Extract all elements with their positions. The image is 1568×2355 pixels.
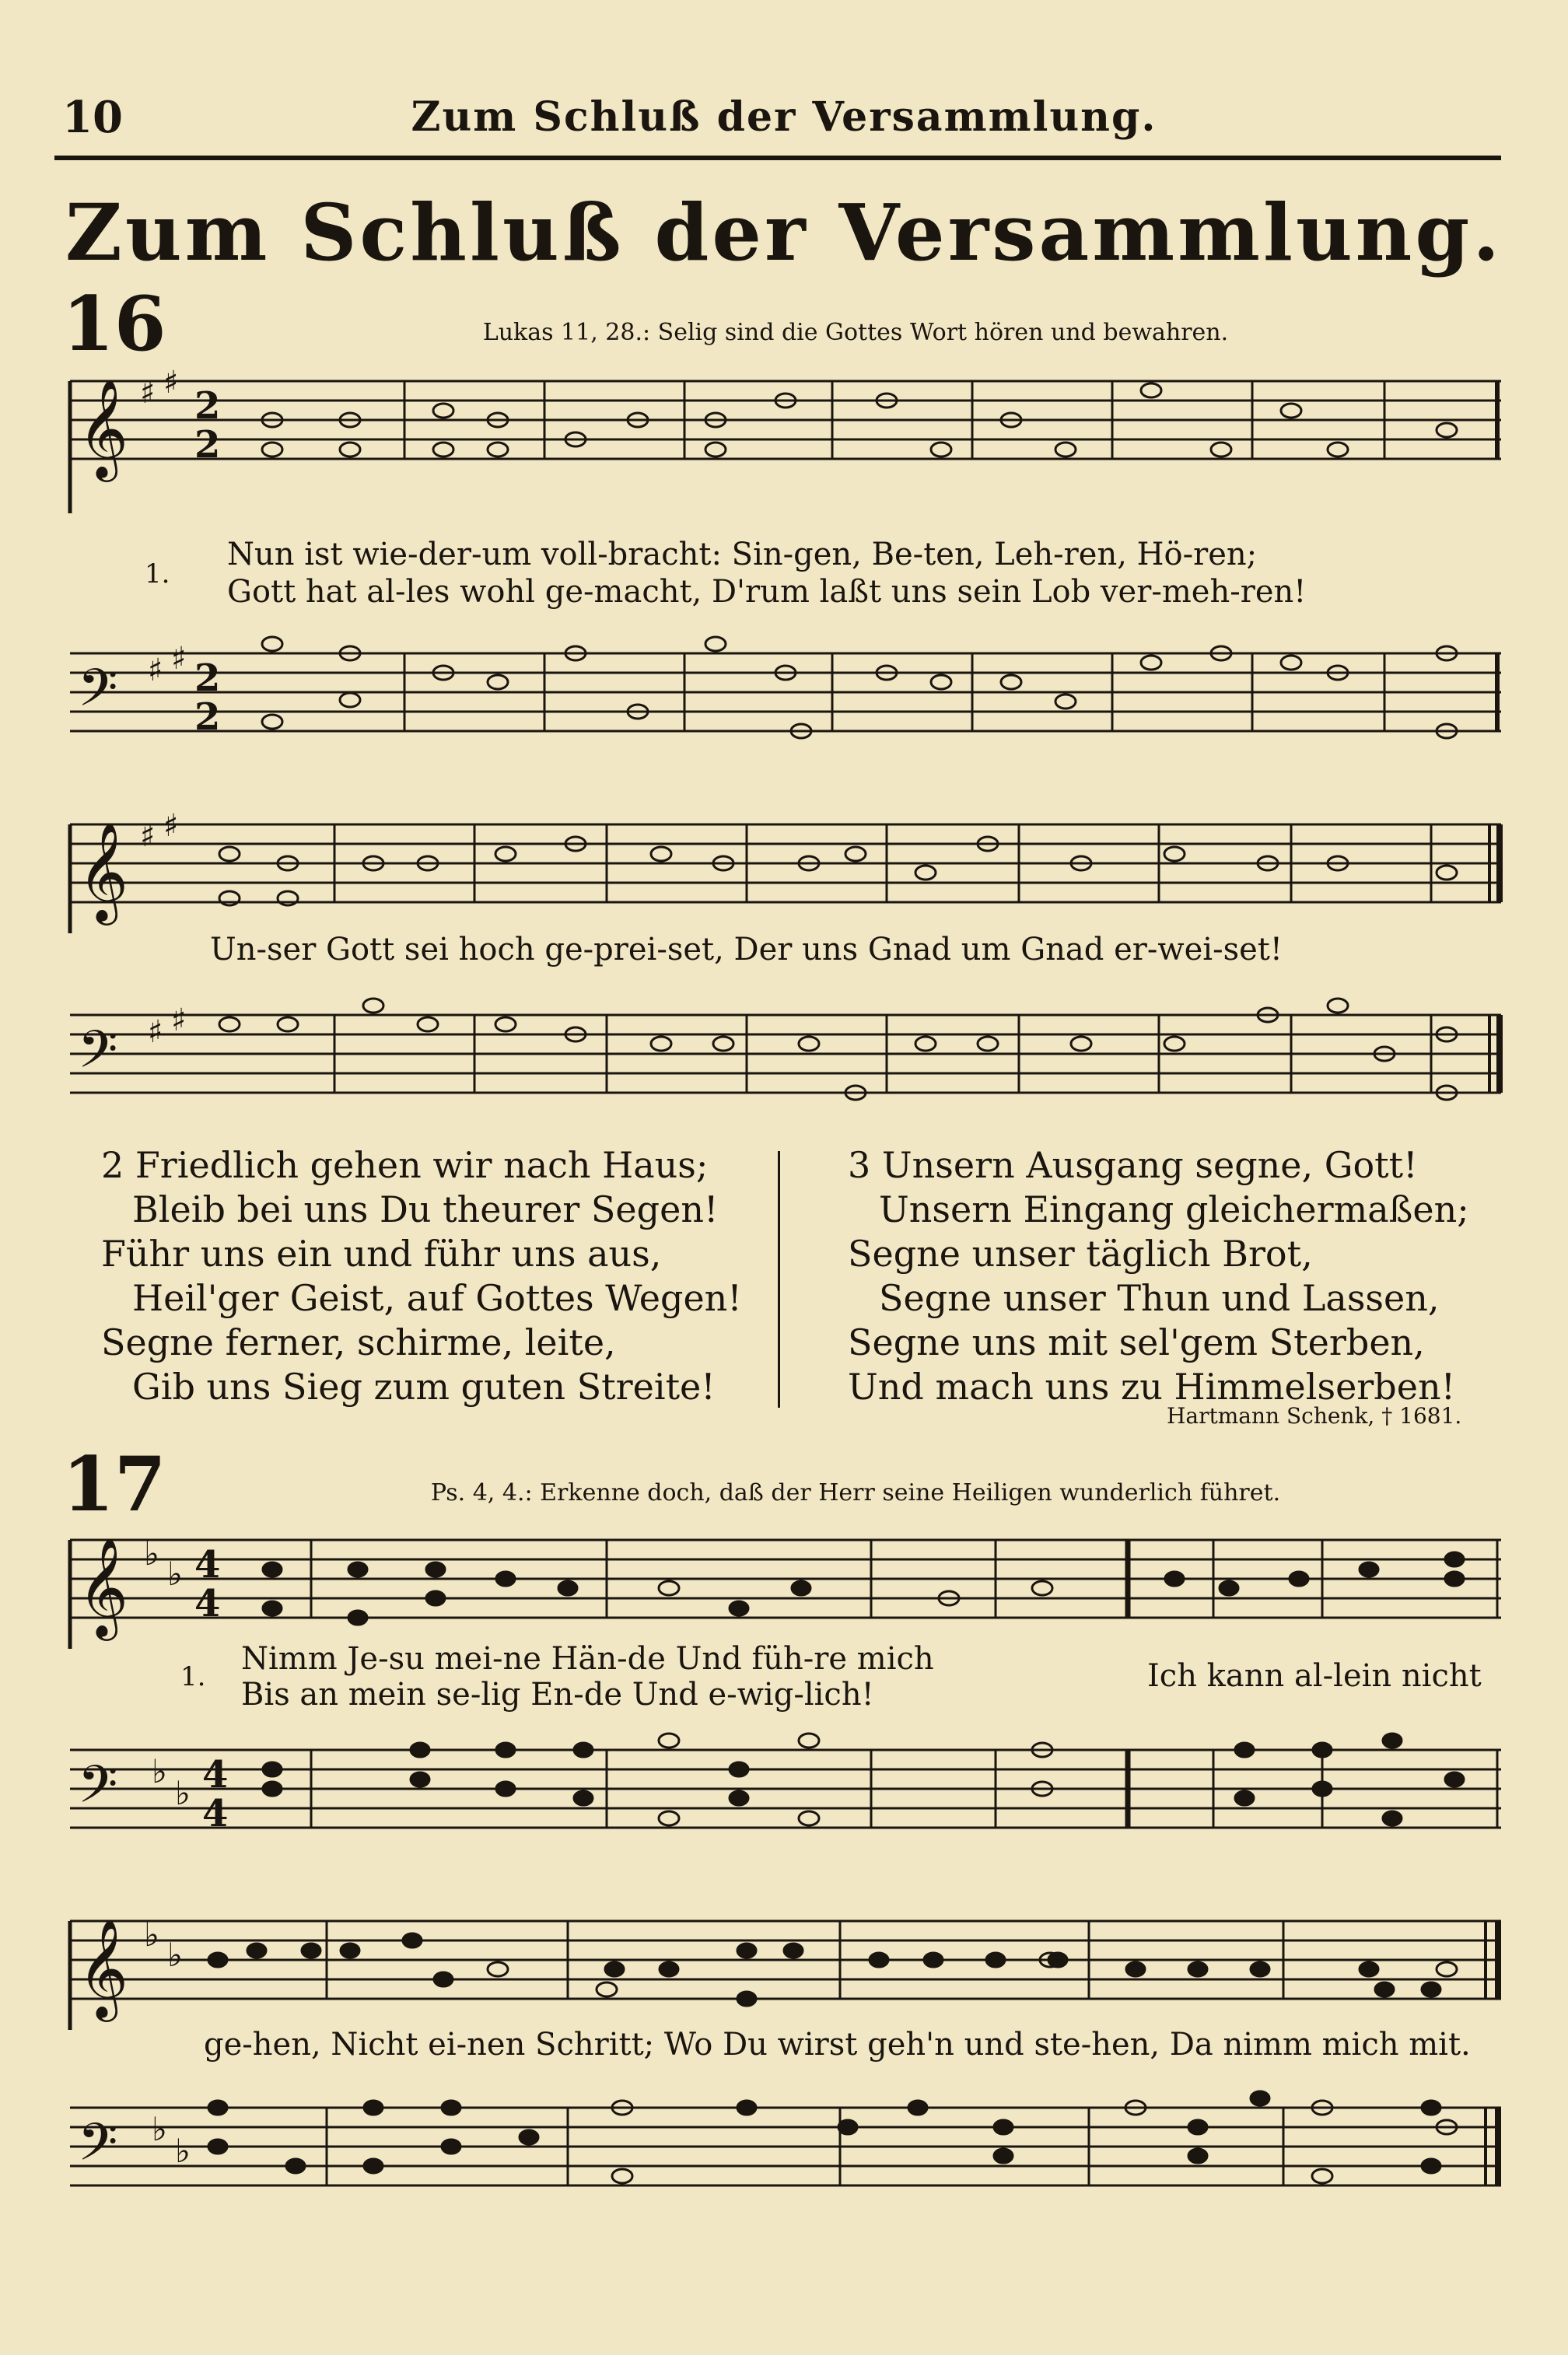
svg-text:𝄢: 𝄢 [78, 658, 118, 730]
stanza-3-line: 3 Unsern Ausgang segne, Gott! [848, 1144, 1418, 1186]
hymn-17-verse-number: 1. [180, 1661, 206, 1692]
stanza-3-line: Unsern Eingang gleichermaßen; [879, 1188, 1469, 1230]
svg-text:♭: ♭ [167, 1555, 183, 1593]
hymn-17-lyric-line-3: ge-hen, Nicht ei-nen Schritt; Wo Du wirst geh'n und ste-hen, Da nimm mich mit. [204, 2027, 1471, 2063]
stanza-divider [778, 1151, 780, 1408]
stanza-3-line: Segne uns mit sel'gem Sterben, [848, 1321, 1425, 1363]
svg-text:♭: ♭ [167, 1936, 183, 1974]
svg-text:4: 4 [194, 1582, 221, 1625]
svg-text:4: 4 [194, 1543, 221, 1587]
hymn-16-lyric-line-2: Gott hat al-les wohl ge-macht, D'rum laßt uns sein Lob ver-meh-ren! [227, 574, 1307, 610]
header-rule [54, 156, 1501, 160]
section-title: Zum Schluß der Versammlung. [65, 187, 1503, 278]
svg-text:♯: ♯ [163, 808, 179, 844]
hymn-16-system-1-bass-staff [62, 622, 1509, 754]
hymn-17-system-1-treble-staff [62, 1517, 1509, 1649]
running-title: Zum Schluß der Versammlung. [411, 93, 1157, 141]
hymn-16-system-1-treble-staff [62, 366, 1509, 513]
svg-text:♯: ♯ [163, 366, 179, 401]
hymn-17-lyric-tail: Ich kann al-lein nicht [1147, 1658, 1482, 1694]
svg-text:♯: ♯ [171, 641, 187, 677]
hymn-number-17: 17 [62, 1440, 166, 1528]
hymn-16-author: Hartmann Schenk, † 1681. [1167, 1403, 1462, 1429]
svg-text:2: 2 [194, 695, 221, 739]
svg-text:𝄞: 𝄞 [78, 1918, 129, 2017]
svg-text:4: 4 [202, 1792, 229, 1835]
hymn-16-stanza-3 [848, 1143, 1469, 1409]
svg-text:𝄢: 𝄢 [78, 1020, 118, 1092]
hymn-17-system-1-bass-staff [62, 1727, 1509, 1859]
svg-text:♯: ♯ [140, 375, 156, 411]
stanza-2-line: Segne ferner, schirme, leite, [101, 1321, 616, 1363]
stanza-3-line: Segne unser Thun und Lassen, [879, 1277, 1440, 1319]
hymn-16-verse-number: 1. [145, 558, 170, 590]
hymn-16-system-2-treble-staff [62, 801, 1509, 933]
svg-text:𝄞: 𝄞 [78, 378, 129, 478]
stanza-2-line: 2 Friedlich gehen wir nach Haus; [101, 1144, 709, 1186]
stanza-2-line: Führ uns ein und führ uns aus, [101, 1233, 662, 1275]
svg-text:♭: ♭ [152, 2110, 167, 2148]
page-number: 10 [62, 92, 123, 143]
hymn-16-lyric-line-1: Nun ist wie-der-um voll-bracht: Sin-gen, Be-ten, Leh-ren, Hö-ren; [227, 537, 1258, 572]
hymn-16-system-2-bass-staff [62, 984, 1509, 1132]
svg-text:2: 2 [194, 384, 221, 428]
hymn-number-16: 16 [62, 280, 166, 368]
hymn-16-lyric-line-3: Un-ser Gott sei hoch ge-prei-set, Der uns Gnad um Gnad er-wei-set! [210, 932, 1283, 968]
hymn-16-epigraph: Lukas 11, 28.: Selig sind die Gottes Wort hören und bewahren. [482, 319, 1229, 346]
svg-text:𝄢: 𝄢 [78, 2112, 118, 2185]
stanza-3-line: Segne unser täglich Brot, [848, 1233, 1313, 1275]
stanza-2-line: Gib uns Sieg zum guten Streite! [132, 1366, 716, 1408]
svg-text:♭: ♭ [144, 1916, 159, 1954]
svg-text:4: 4 [202, 1753, 229, 1797]
svg-text:2: 2 [194, 656, 221, 700]
hymn-17-lyric-line-1: Nimm Je-su mei-ne Hän-de Und füh-re mich [241, 1641, 934, 1677]
stanza-2-line: Heil'ger Geist, auf Gottes Wegen! [132, 1277, 742, 1319]
stanza-3-line: Und mach uns zu Himmelserben! [848, 1366, 1456, 1408]
svg-text:𝄞: 𝄞 [78, 821, 129, 921]
svg-text:♭: ♭ [144, 1534, 159, 1573]
svg-text:♭: ♭ [175, 1774, 191, 1812]
svg-text:♯: ♯ [171, 1003, 187, 1038]
svg-text:𝄢: 𝄢 [78, 1755, 118, 1827]
svg-text:2: 2 [194, 423, 221, 467]
svg-text:♭: ♭ [152, 1752, 167, 1790]
hymn-17-lyric-line-2: Bis an mein se-lig En-de Und e-wig-lich! [241, 1677, 874, 1713]
svg-text:♯: ♯ [140, 818, 156, 854]
hymn-17-system-2-treble-staff [62, 1898, 1509, 2030]
hymn-17-system-2-bass-staff [62, 2084, 1509, 2232]
svg-text:♭: ♭ [175, 2132, 191, 2170]
stanza-2-line: Bleib bei uns Du theurer Segen! [132, 1188, 719, 1230]
hymn-16-stanza-2 [101, 1143, 742, 1409]
svg-text:♯: ♯ [148, 1014, 163, 1050]
svg-text:𝄞: 𝄞 [78, 1537, 129, 1636]
hymn-17-epigraph: Ps. 4, 4.: Erkenne doch, daß der Herr seine Heiligen wunderlich führet. [430, 1479, 1281, 1506]
svg-text:♯: ♯ [148, 653, 163, 688]
